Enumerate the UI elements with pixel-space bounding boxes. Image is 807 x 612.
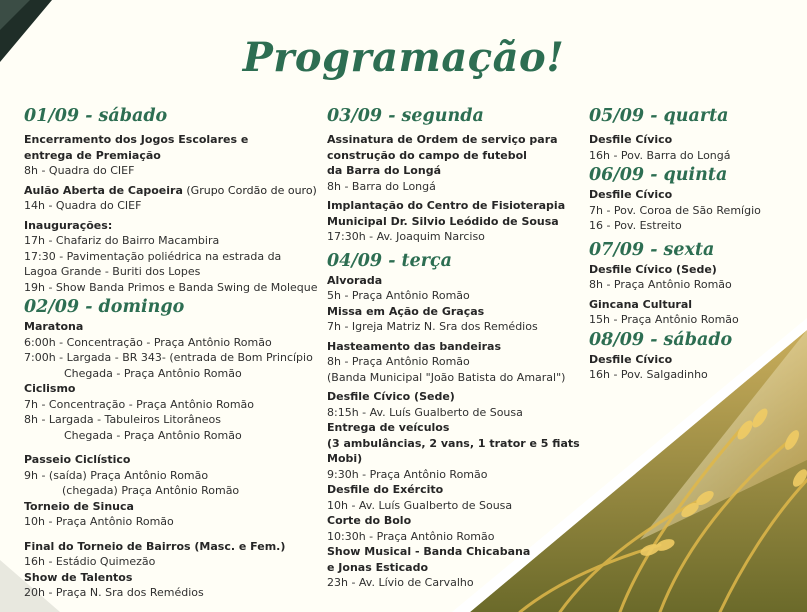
event-detail: 8h - Praça Antônio Romão <box>589 278 732 291</box>
event-detail: 7h - Concentração - Praça Antônio Romão <box>24 397 255 411</box>
event-detail: 15h - Praça Antônio Romão <box>589 313 739 326</box>
event-title: Entrega de veículos <box>327 421 450 434</box>
event-detail: (Banda Municipal "João Batista do Amaral") <box>327 370 566 384</box>
event-title: Implantação do Centro de Fisioterapia <box>327 199 566 212</box>
column-3 <box>589 104 804 383</box>
column-1 <box>24 104 324 601</box>
event-detail: 17h - Chafariz do Bairro Macambira <box>24 234 220 247</box>
event-title: Municipal Dr. Silvio Leódido de Sousa <box>327 214 559 228</box>
event-detail: 8h - Barra do Longá <box>327 179 436 193</box>
event-detail: (chegada) Praça Antônio Romão <box>62 484 240 497</box>
event-detail: 7:00h - Largada - BR 343- (entrada de Bom Princípio <box>24 351 313 364</box>
event-detail: 17:30h - Av. Joaquim Narciso <box>327 230 485 243</box>
event-detail: 14h - Quadra do CIEF <box>24 199 142 212</box>
event-title-note: (Grupo Cordão de ouro) <box>182 183 317 197</box>
event-title: Alvorada <box>327 273 383 287</box>
event-title: Final do Torneio de Bairros (Masc. e Fem.) <box>24 539 286 553</box>
event-title: entrega de Premiação <box>24 148 161 162</box>
event-title: Missa em Ação de Graças <box>327 304 485 318</box>
date-heading: 07/09 - sexta <box>589 239 715 260</box>
event-detail: Chegada - Praça Antônio Romão <box>64 366 242 380</box>
event-detail: 17:30 - Pavimentação poliédrica na estrada da <box>24 249 282 263</box>
event-title: da Barra do Longá <box>327 164 441 177</box>
event-detail: Lagoa Grande - Buriti dos Lopes <box>24 265 201 278</box>
event-detail: 7h - Pov. Coroa de São Remígio <box>589 203 761 217</box>
event-title: Show Musical - Banda Chicabana <box>327 545 531 558</box>
event-title: Desfile Cívico <box>589 352 673 366</box>
event-title <box>24 183 324 199</box>
event-detail: 8h - Quadra do CIEF <box>24 164 135 177</box>
event-title: e Jonas Esticado <box>327 560 429 574</box>
event-detail: Chegada - Praça Antônio Romão <box>64 428 242 442</box>
event-detail: 10h - Praça Antônio Romão <box>24 515 174 528</box>
date-heading: 05/09 - quarta <box>589 106 729 126</box>
event-title: Encerramento dos Jogos Escolares e <box>24 133 249 146</box>
event-detail: 16 - Pov. Estreito <box>589 219 682 232</box>
event-title: Gincana Cultural <box>589 297 693 311</box>
event-detail: 16h - Pov. Salgadinho <box>589 368 708 381</box>
event-detail: 19h - Show Banda Primos e Banda Swing de Moleque <box>24 280 318 294</box>
event-title: Desfile Cívico (Sede) <box>327 390 455 403</box>
event-detail: 20h - Praça N. Sra dos Remédios <box>24 586 204 599</box>
event-detail: 6:00h - Concentração - Praça Antônio Romão <box>24 335 272 349</box>
event-detail: 5h - Praça Antônio Romão <box>327 289 470 302</box>
date-heading: 01/09 - sábado <box>24 106 168 126</box>
event-title: (3 ambulâncias, 2 vans, 1 trator e 5 fiats Mobi) <box>327 436 580 465</box>
date-heading: 02/09 - domingo <box>24 297 185 317</box>
date-heading: 08/09 - sábado <box>589 329 733 350</box>
event-title: Maratona <box>24 320 84 333</box>
page-title: Programação! <box>242 34 565 81</box>
event-title: Desfile do Exército <box>327 483 444 496</box>
event-detail: 16h - Pov. Barra do Longá <box>589 148 731 162</box>
event-title: Desfile Cívico (Sede) <box>589 262 717 276</box>
event-title-main: Aulão Aberta de Capoeira <box>24 183 183 197</box>
event-title: Passeio Ciclístico <box>24 453 131 466</box>
event-detail: 16h - Estádio Quimezão <box>24 555 156 568</box>
event-detail: 8h - Praça Antônio Romão <box>327 355 470 368</box>
event-detail: 23h - Av. Lívio de Carvalho <box>327 576 474 589</box>
event-detail: 8:15h - Av. Luís Gualberto de Sousa <box>327 405 523 419</box>
event-detail: 9:30h - Praça Antônio Romão <box>327 467 488 481</box>
event-detail: 10h - Av. Luís Gualberto de Sousa <box>327 498 513 512</box>
event-title: Assinatura de Ordem de serviço para <box>327 133 558 146</box>
event-title: Desfile Cívico <box>589 133 673 146</box>
event-title: Desfile Cívico <box>589 188 673 201</box>
column-2 <box>327 104 587 591</box>
event-detail: 9h - (saída) Praça Antônio Romão <box>24 468 209 482</box>
event-title: Hasteamento das bandeiras <box>327 339 502 353</box>
event-title: Ciclismo <box>24 382 76 395</box>
event-title: Show de Talentos <box>24 570 133 584</box>
event-title: Corte do Bolo <box>327 514 412 527</box>
event-title: Torneio de Sinuca <box>24 499 134 513</box>
event-detail: 10:30h - Praça Antônio Romão <box>327 529 495 543</box>
event-detail: 7h - Igreja Matriz N. Sra dos Remédios <box>327 320 538 333</box>
event-detail: 8h - Largada - Tabuleiros Litorâneos <box>24 413 221 426</box>
event-title: Inaugurações: <box>24 218 113 232</box>
date-heading: 03/09 - segunda <box>327 106 484 126</box>
date-heading: 06/09 - quinta <box>589 165 728 185</box>
date-heading: 04/09 - terça <box>327 250 452 271</box>
event-title: construção do campo de futebol <box>327 148 527 162</box>
